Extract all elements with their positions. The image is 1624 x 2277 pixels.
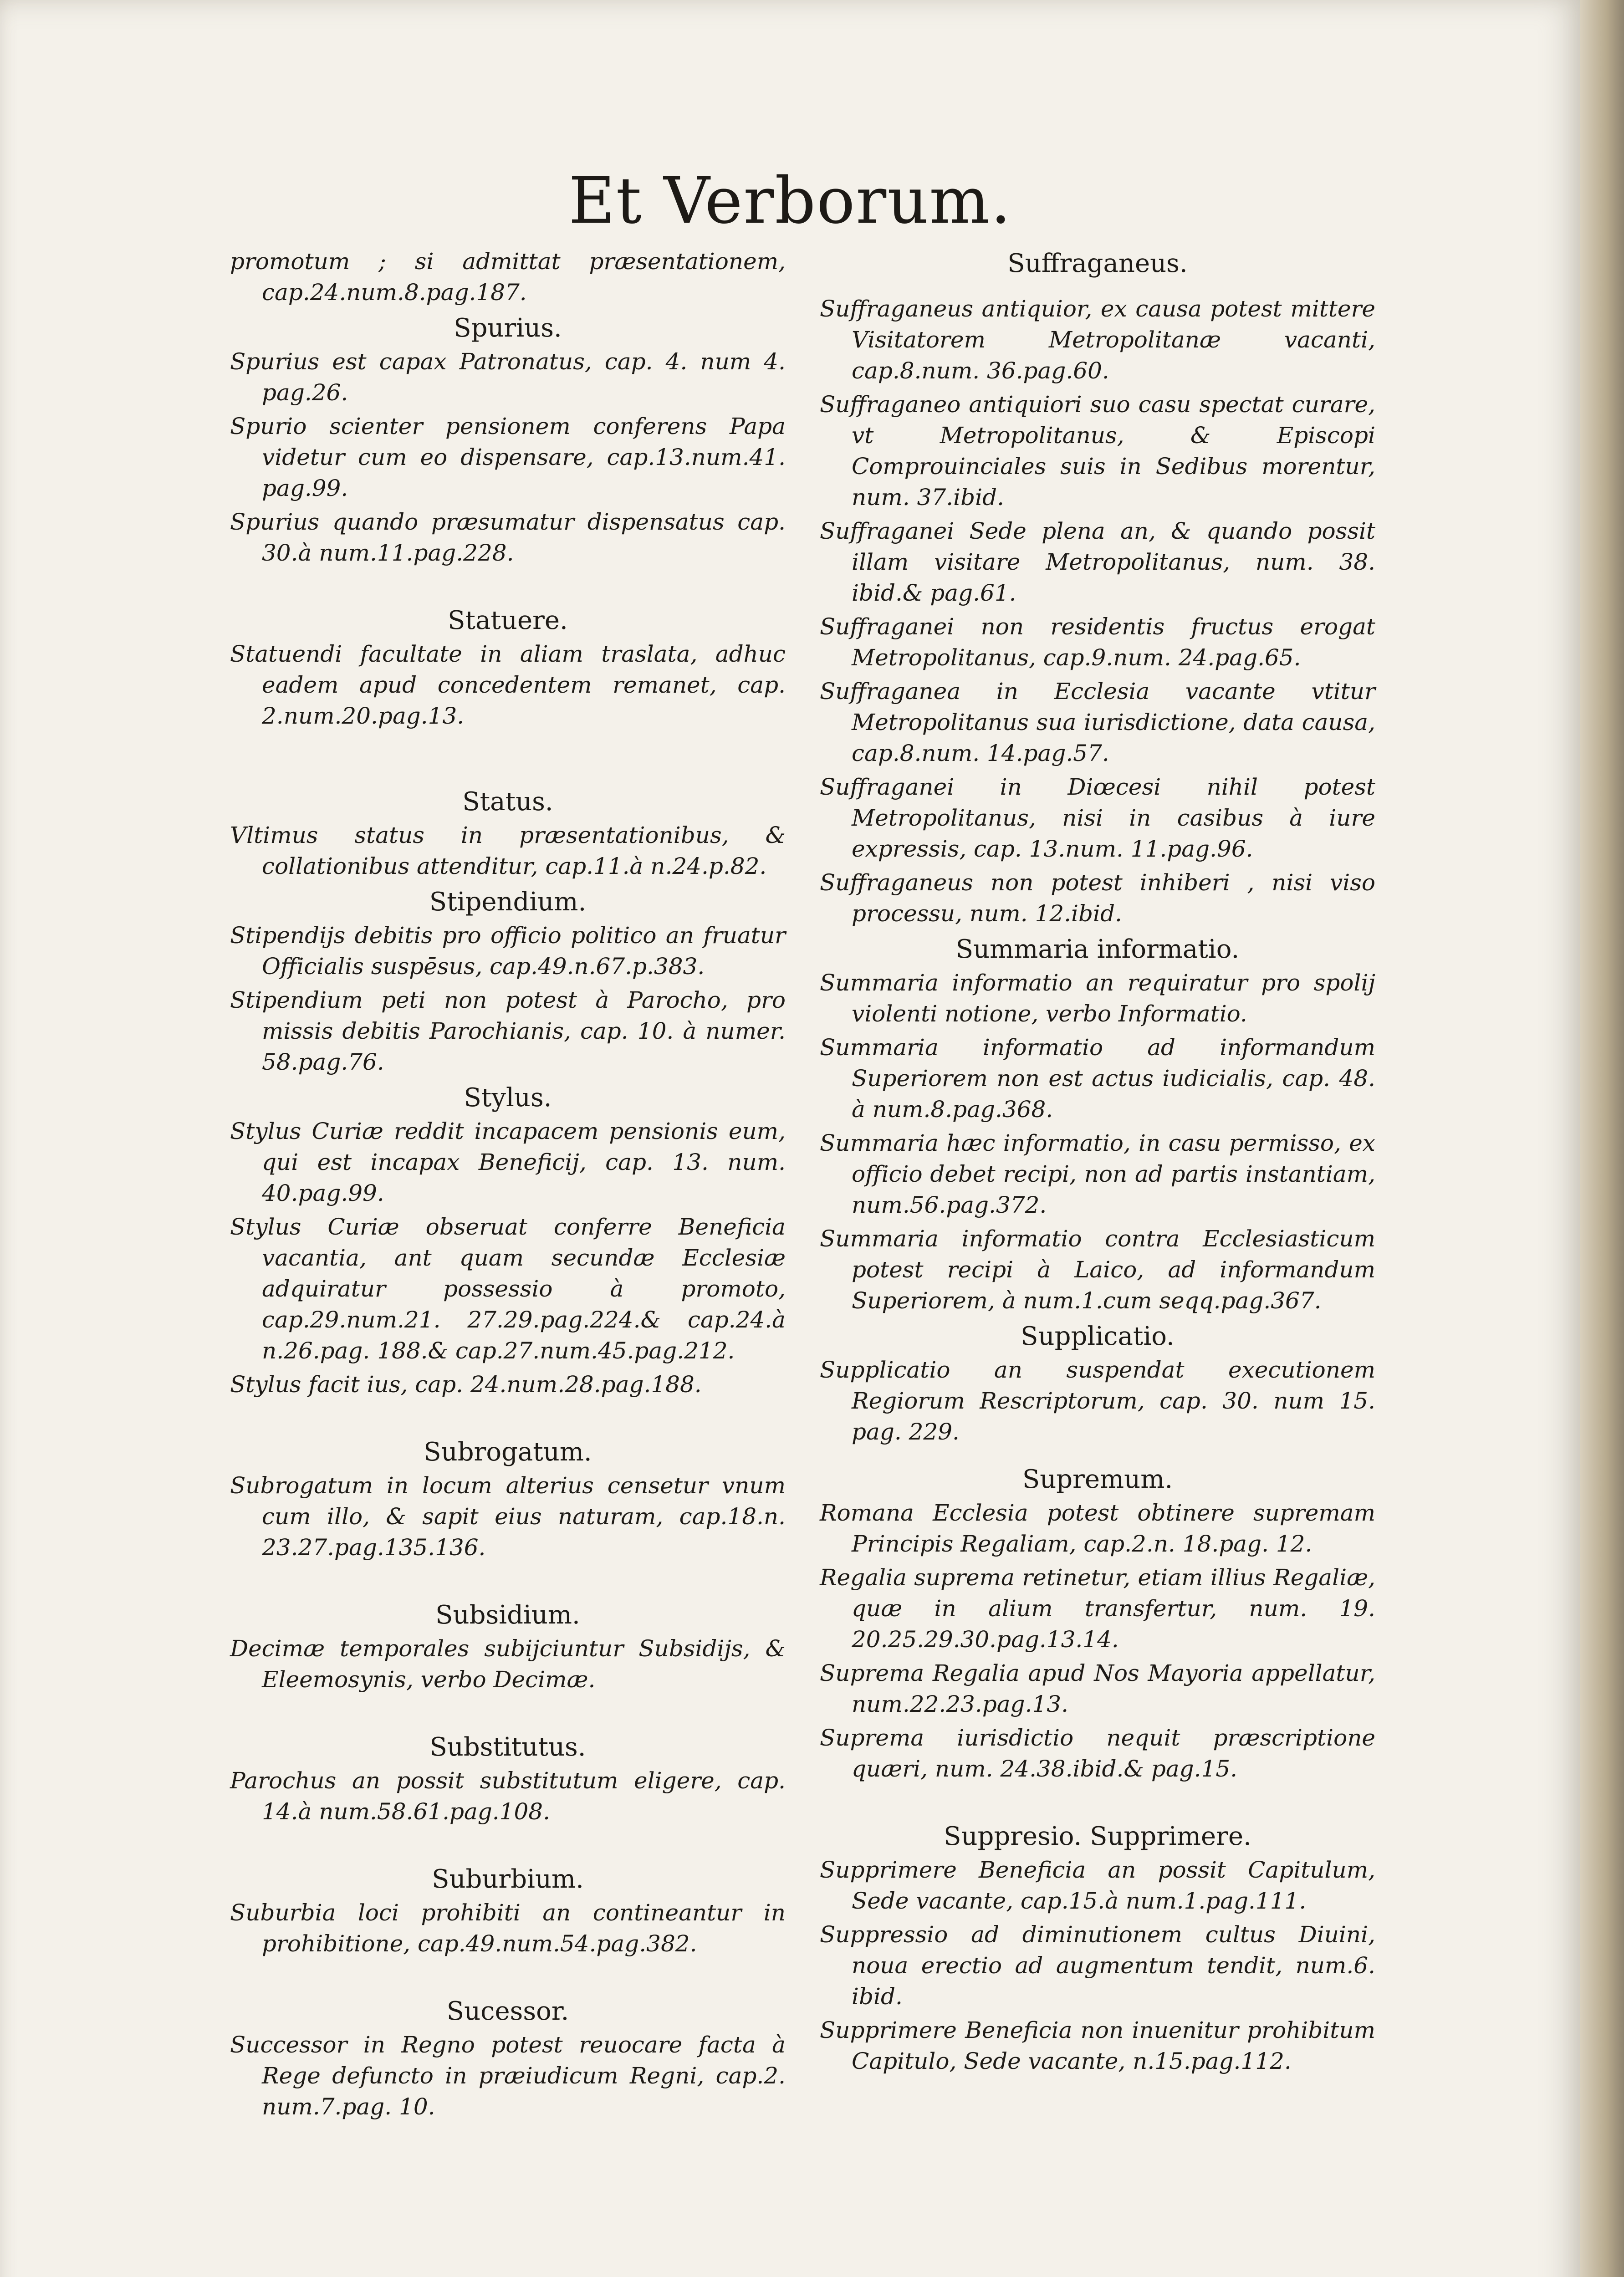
index-entry: Summaria informatio ad informandum Superiorem non est actus iudicialis, cap. 48. à num.8.pag.368. [820,1034,1375,1123]
index-entry: Spurius est capax Patronatus, cap. 4. num 4. pag.26. [230,348,786,406]
index-entry: Suburbia loci prohibiti an contineantur in prohibitione, cap.49.num.54.pag.382. [230,1899,786,1957]
index-entry: Suffraganei non residentis fructus erogat Metropolitanus, cap.9.num. 24.pag.65. [820,613,1375,671]
index-entry: Decimæ temporales subijciuntur Subsidijs, & Eleemosynis, verbo Decimæ. [230,1635,786,1693]
index-entry: Suffraganeus non potest inhiberi , nisi viso processu, num. 12.ibid. [820,869,1375,927]
index-heading: Stipendium. [429,887,587,917]
index-heading: Supremum. [1022,1465,1173,1494]
index-entry: Vltimus status in præsentationibus, & collationibus attenditur, cap.11.à n.24.p.82. [230,822,786,879]
index-entry: Suffraganeus antiquior, ex causa potest mittere Visitatorem Metropolitanæ vacanti, cap.8.num. 36.pag.60. [820,296,1375,384]
index-entry: Summaria informatio an requiratur pro spolij violenti notione, verbo Informatio. [820,970,1375,1027]
index-entry: promotum ; si admittat præsentationem, cap.24.num.8.pag.187. [230,248,786,306]
index-heading: Spurius. [454,313,562,343]
index-entry: Supprimere Beneficia non inuenitur prohibitum Capitulo, Sede vacante, n.15.pag.112. [820,2017,1375,2074]
index-heading: Subrogatum. [424,1437,592,1467]
book-edge [1580,0,1624,2277]
index-entry: Suprema Regalia apud Nos Mayoria appellatur, num.22.23.pag.13. [820,1660,1375,1717]
index-entry: Stylus facit ius, cap. 24.num.28.pag.188. [230,1371,702,1398]
index-entry: Suffraganeo antiquiori suo casu spectat curare, vt Metropolitanus, & Episcopi Comprouinciales suis in Sedibus morentur, num. 37.ibid. [820,391,1375,511]
index-column-right [820,246,1375,2079]
index-heading: Suburbium. [432,1864,584,1894]
index-entry: Subrogatum in locum alterius censetur vnum cum illo, & sapit eius naturam, cap.18.n. 23.27.pag.135.136. [230,1472,786,1561]
index-entry: Suffraganea in Ecclesia vacante vtitur Metropolitanus sua iurisdictione, data causa, cap.8.num. 14.pag.57. [820,678,1375,766]
index-heading: Summaria informatio. [955,934,1240,964]
index-entry: Suppressio ad diminutionem cultus Diuini, noua erectio ad augmentum tendit, num.6. ibid. [820,1921,1375,2010]
index-entry: Statuendi facultate in aliam traslata, adhuc eadem apud concedentem remanet, cap. 2.num.20.pag.13. [230,641,786,729]
index-entry: Regalia suprema retinetur, etiam illius Regaliæ, quæ in alium transfertur, num. 19. 20.25.29.30.pag.13.14. [820,1564,1375,1653]
index-heading: Statuere. [448,606,568,635]
index-entry: Stipendijs debitis pro officio politico an fruatur Officialis suspēsus, cap.49.n.67.p.383. [230,922,786,980]
index-heading: Substitutus. [429,1732,586,1762]
index-heading: Supplicatio. [1021,1322,1175,1351]
index-heading: Status. [462,787,553,817]
index-entry: Summaria hæc informatio, in casu permisso, ex officio debet recipi, non ad partis instantiam, num.56.pag.372. [820,1130,1375,1218]
index-entry: Stylus Curiæ reddit incapacem pensionis eum, qui est incapax Beneficij, cap. 13. num. 40.pag.99. [230,1118,786,1206]
index-entry: Stipendium peti non potest à Parocho, pro missis debitis Parochianis, cap. 10. à numer. 58.pag.76. [230,987,786,1075]
index-entry: Stylus Curiæ obseruat conferre Beneficia vacantia, ant quam secundæ Ecclesiæ adquiratur possessio à promoto, cap.29.num.21. 27.29.pag.224.& cap.24.à n.26.pag. 188.& cap.27.num.45.pag.212. [230,1214,786,1364]
index-entry: Suffraganei Sede plena an, & quando possit illam visitare Metropolitanus, num. 38. ibid.& pag.61. [820,518,1375,606]
index-entry: Supplicatio an suspendat executionem Regiorum Rescriptorum, cap. 30. num 15. pag. 229. [820,1357,1375,1445]
page-title: Et Verborum. [568,164,1012,238]
index-heading: Stylus. [464,1083,552,1113]
index-column-left [230,246,786,2125]
index-entry: Suprema iurisdictio nequit præscriptione quæri, num. 24.38.ibid.& pag.15. [820,1725,1375,1782]
index-heading: Subsidium. [435,1600,580,1630]
index-entry: Spurius quando præsumatur dispensatus cap. 30.à num.11.pag.228. [230,509,786,566]
index-entry: Supprimere Beneficia an possit Capitulum, Sede vacante, cap.15.à num.1.pag.111. [820,1857,1375,1914]
index-heading: Suffraganeus. [1007,249,1188,278]
index-heading: Suppresio. Supprimere. [944,1822,1251,1851]
index-entry: Successor in Regno potest reuocare facta à Rege defuncto in præiudicum Regni, cap.2. num.7.pag. 10. [230,2032,786,2120]
index-entry: Romana Ecclesia potest obtinere supremam Principis Regaliam, cap.2.n. 18.pag. 12. [820,1500,1375,1557]
index-entry: Spurio scienter pensionem conferens Papa videtur cum eo dispensare, cap.13.num.41. pag.99. [230,413,786,501]
index-entry: Summaria informatio contra Ecclesiasticum potest recipi à Laico, ad informandum Superiorem, à num.1.cum seqq.pag.367. [820,1225,1375,1314]
index-entry: Parochus an possit substitutum eligere, cap. 14.à num.58.61.pag.108. [230,1767,786,1825]
index-entry: Suffraganei in Diœcesi nihil potest Metropolitanus, nisi in casibus à iure expressis, cap. 13.num. 11.pag.96. [820,774,1375,862]
index-heading: Sucessor. [446,1996,569,2026]
